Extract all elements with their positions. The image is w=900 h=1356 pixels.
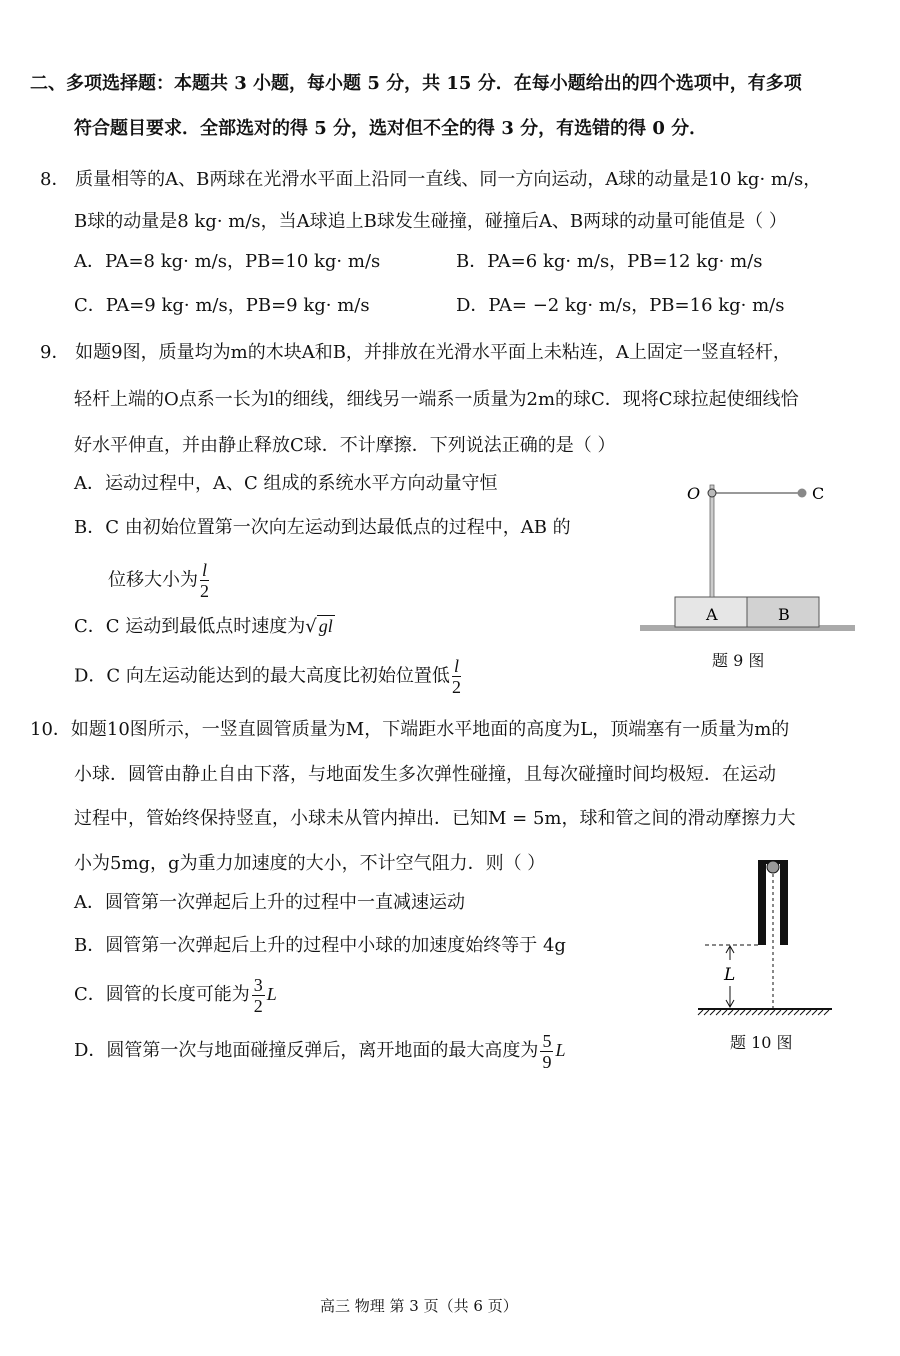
fraction (200, 560, 209, 601)
denominator: 2 (200, 581, 209, 601)
q10-stem-3: 过程中，管始终保持竖直，小球未从管内掉出．已知M = 5m，球和管之间的滑动摩擦力大 (74, 808, 796, 829)
q9-option-d (74, 656, 463, 697)
q9-stem-2: 轻杆上端的O点系一长为l的细线，细线另一端系一质量为2m的球C．现将C球拉起使细线恰 (74, 389, 799, 410)
q8-stem-2: B球的动量是8 kg· m/s，当A球追上B球发生碰撞，碰撞后A、B两球的动量可能值是（ ） (74, 211, 787, 232)
denominator: 2 (451, 677, 461, 697)
label-o: O (687, 484, 701, 503)
label-c: C (812, 484, 825, 503)
q9-option-b-cont (108, 560, 211, 601)
section-heading-2: 符合题目要求．全部选对的得 5 分，选对但不全的得 3 分，有选错的得 0 分． (74, 118, 708, 139)
sqrt-expression: gl (318, 616, 333, 636)
q8-option-b: B．PA=6 kg· m/s，PB=12 kg· m/s (456, 251, 763, 272)
numerator: l (202, 560, 208, 580)
q9-stem-3: 好水平伸直，并由静止释放C球．不计摩擦．下列说法正确的是（ ） (74, 435, 616, 456)
q10-stem-2: 小球．圆管由静止自由下落，与地面发生多次弹性碰撞，且每次碰撞时间均极短．在运动 (74, 764, 776, 785)
fraction (452, 656, 461, 697)
q9-c-text: C．C 运动到最低点时速度为 (74, 616, 306, 637)
q9-stem-1: 9． 如题9图，质量均为m的木块A和B，并排放在光滑水平面上未粘连，A上固定一竖直轻杆， (40, 342, 791, 363)
q10-option-d (74, 1030, 565, 1072)
q10-option-a: A．圆管第一次弹起后上升的过程中一直减速运动 (74, 892, 465, 913)
rod (710, 485, 714, 597)
q10-stem-4: 小为5mg，g为重力加速度的大小，不计空气阻力．则（ ） (74, 853, 546, 874)
q10-c-text: C．圆管的长度可能为 (74, 984, 250, 1005)
q10-stem-1: 10．如题10图所示，一竖直圆管质量为M，下端距水平地面的高度为L，顶端塞有一质量为m的 (30, 719, 790, 740)
q9-d-text: D．C 向左运动能达到的最大高度比初始位置低 (74, 665, 450, 687)
figure-9-diagram (630, 470, 870, 640)
q8-option-a: A．PA=8 kg· m/s，PB=10 kg· m/s (74, 251, 381, 272)
fraction (252, 975, 265, 1016)
ball-c (798, 489, 807, 498)
q10-d-text: D．圆管第一次与地面碰撞反弹后，离开地面的最大高度为 (74, 1040, 539, 1061)
numerator: l (453, 656, 459, 676)
variable-l: L (555, 1040, 566, 1060)
q8-stem-1: 8． 质量相等的A、B两球在光滑水平面上沿同一直线、同一方向运动，A球的动量是10 kg· m/s， (40, 169, 822, 190)
variable-l: L (266, 984, 277, 1004)
tube-left-wall (758, 860, 766, 945)
page-footer: 高三 物理 第 3 页（共 6 页） (320, 1297, 518, 1315)
section-heading-1: 二、多项选择题：本题共 3 小题，每小题 5 分，共 15 分．在每小题给出的四个选项中，有多项 (30, 73, 802, 94)
denominator: 2 (253, 995, 263, 1016)
figure-10-caption: 题 10 图 (730, 1033, 793, 1052)
q10-option-b: B．圆管第一次弹起后上升的过程中小球的加速度始终等于 4g (74, 935, 566, 956)
label-l: L (724, 965, 736, 985)
fraction (540, 1031, 553, 1072)
q9-option-a: A．运动过程中，A、C 组成的系统水平方向动量守恒 (74, 473, 498, 494)
tube-right-wall (780, 860, 788, 945)
q9-option-c: C．C 运动到最低点时速度为√ gl (74, 616, 333, 637)
q8-option-d: D．PA= −2 kg· m/s，PB=16 kg· m/s (456, 295, 785, 316)
label-b: B (778, 605, 790, 624)
pivot-o (708, 489, 716, 497)
q10-option-c (74, 974, 277, 1016)
label-a: A (706, 605, 718, 624)
small-ball (767, 861, 779, 873)
q8-option-c: C．PA=9 kg· m/s，PB=9 kg· m/s (74, 295, 370, 316)
q9-b-text: 位移大小为 (108, 569, 198, 591)
figure-10-diagram (690, 850, 840, 1025)
q9-option-b: B．C 由初始位置第一次向左运动到达最低点的过程中，AB 的 (74, 517, 571, 538)
ground-hatching (698, 1010, 829, 1015)
figure-9-caption: 题 9 图 (712, 651, 765, 670)
denominator: 9 (542, 1051, 552, 1072)
numerator: 3 (253, 974, 263, 995)
numerator: 5 (542, 1030, 552, 1051)
